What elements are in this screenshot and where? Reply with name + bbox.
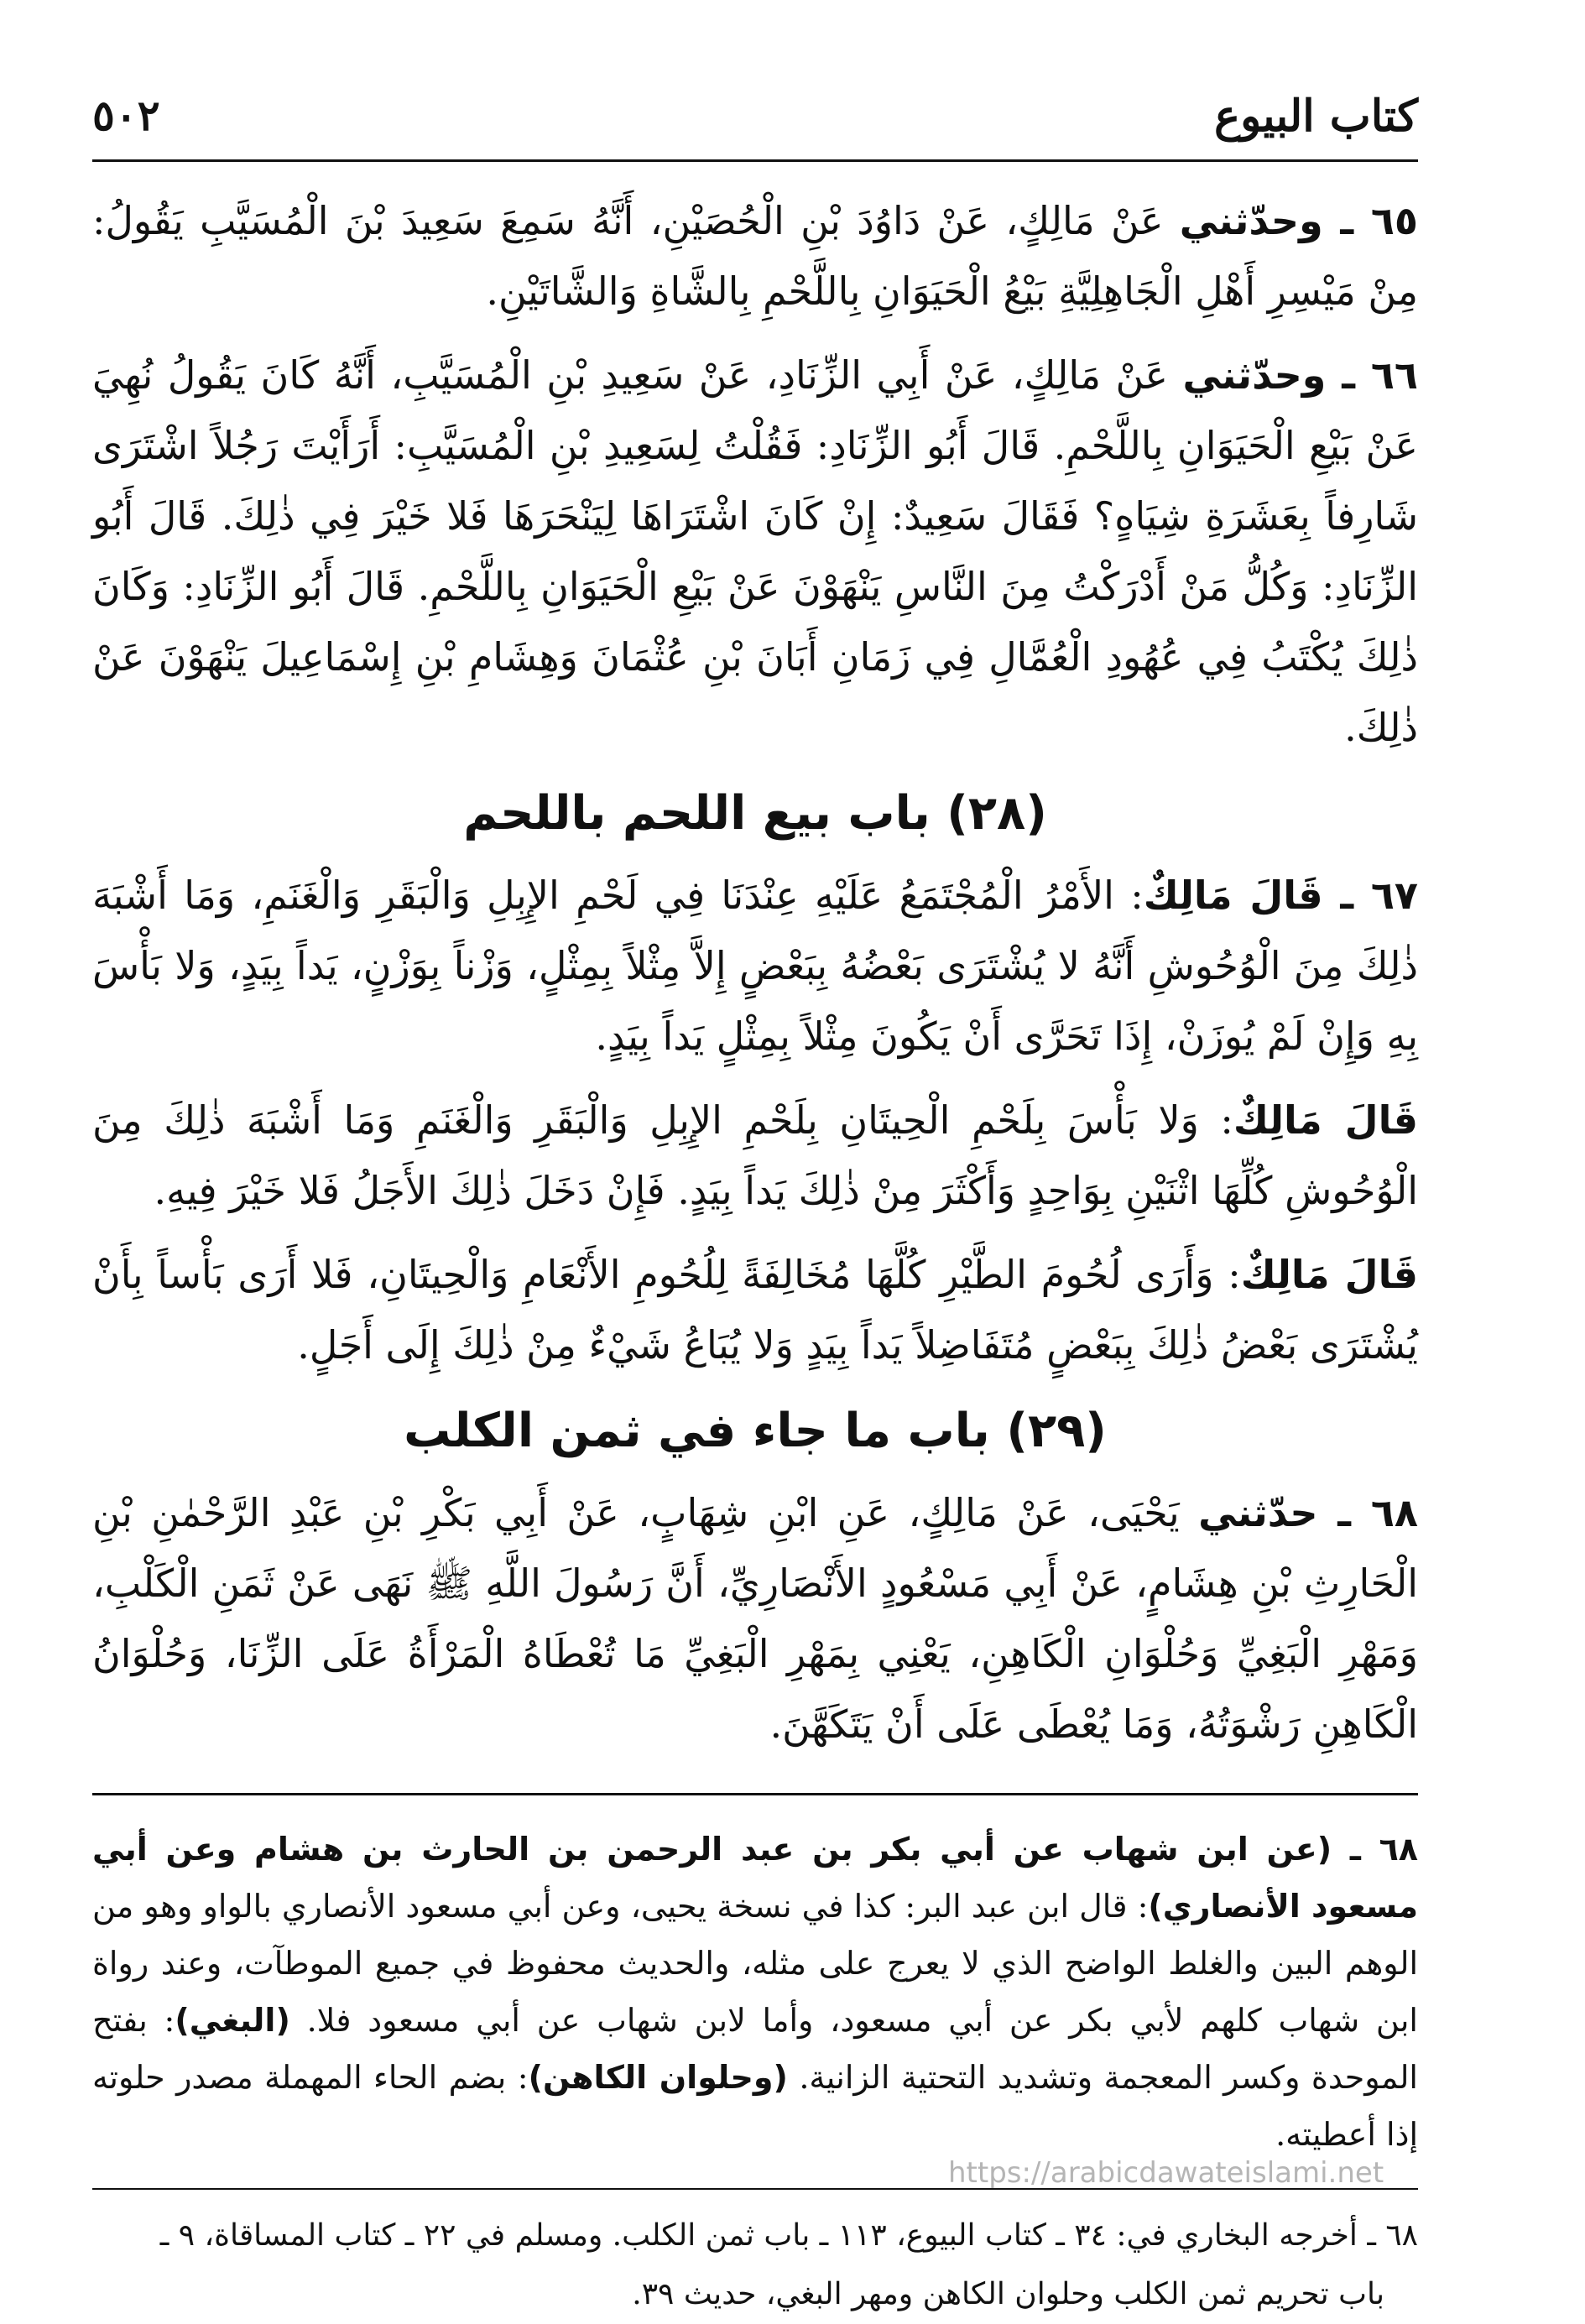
page-number: ٥٠٢: [92, 91, 160, 140]
malik-statement-2: [92, 1239, 1418, 1380]
main-text: [92, 185, 1418, 1759]
commentary-text-3: : بضم الحاء المهملة مصدر حلوته إذا أعطيته.: [92, 2059, 1418, 2153]
watermark-url: https://arabicdawateislami.net: [948, 2156, 1384, 2190]
hadith-65-text: عَنْ مَالِكٍ، عَنْ دَاوُدَ بْنِ الْحُصَيْنِ، أَنَّهُ سَمِعَ سَعِيدَ بْنَ الْمُسَيَّبِ يَقُولُ: مِنْ مَيْسِرِ أَهْلِ الْجَاهِلِيَّةِ بَيْعُ الْحَيَوَانِ بِاللَّحْمِ بِالشَّاةِ وَالشَّاتَيْنِ.: [92, 198, 1418, 314]
hadith-67: [92, 860, 1418, 1071]
footnote-line-1: ٦٨ ـ أخرجه البخاري في: ٣٤ ـ كتاب البيوع، ١١٣ ـ باب ثمن الكلب. ومسلم في ٢٢ ـ كتاب المساقاة، ٩ ـ: [159, 2218, 1418, 2253]
commentary-separator: [92, 1793, 1418, 1795]
commentary-paragraph: [92, 1821, 1418, 2163]
footnote-line-2: باب تحريم ثمن الكلب وحلوان الكاهن ومهر البغي، حديث ٣٩.: [632, 2277, 1384, 2311]
hadith-68: [92, 1477, 1418, 1759]
commentary-text-1: : قال ابن عبد البر: كذا في نسخة يحيى، وعن أبي مسعود الأنصاري بالواو وهو من الوهم البين والغلط الواضح الذي لا يعرج على مثله، والحديث محفوظ في جميع الموطآت، وعند رواة ابن شهاب كلهم لأبي بكر عن أبي مسعود، وأما لابن شهاب عن أبي مسعود فلا.: [92, 1888, 1418, 2039]
hadith-68-lead: ٦٨ ـ حدّثني: [1198, 1490, 1418, 1535]
page: [92, 84, 1418, 2311]
malik-statement-2-lead: قَالَ مَالِكٌ: [1240, 1252, 1418, 1297]
commentary-lead-1: ٦٨ ـ (عن ابن شهاب عن أبي بكر بن عبد الرحمن بن الحارث بن هشام وعن أبي مسعود الأنصاري): [92, 1831, 1418, 1925]
hadith-66: [92, 340, 1418, 763]
malik-statement-1-lead: قَالَ مَالِكٌ: [1233, 1097, 1418, 1143]
commentary-text-2: : بفتح الموحدة وكسر المعجمة وتشديد التحتية الزانية.: [92, 2002, 1418, 2096]
malik-statement-1: [92, 1085, 1418, 1226]
chapter-28-heading: (٢٨) باب بيع اللحم باللحم: [463, 786, 1047, 841]
chapter-29-heading: (٢٩) باب ما جاء في ثمن الكلب: [404, 1404, 1107, 1458]
commentary-lead-3: (وحلوان الكاهن): [528, 2059, 788, 2096]
book-title: كتاب البيوع: [1214, 91, 1418, 142]
hadith-67-lead: ٦٧ ـ قَالَ مَالِكٌ: [1143, 873, 1418, 918]
running-header: [92, 84, 1418, 162]
malik-statement-2-text: : وَأَرَى لُحُومَ الطَّيْرِ كُلَّهَا مُخَالِفَةً لِلُحُومِ الأَنْعَامِ وَالْحِيتَانِ، فَلا أَرَى بَأْساً بِأَنْ يُشْتَرَى بَعْضُ ذٰلِكَ بِبَعْضٍ مُتَفَاضِلاً يَداً بِيَدٍ وَلا يُبَاعُ شَيْءٌ مِنْ ذٰلِكَ إِلَى أَجَلٍ.: [92, 1252, 1418, 1368]
commentary: [92, 1821, 1418, 2163]
commentary-lead-2: (البغي): [175, 2002, 290, 2039]
hadith-65-lead: ٦٥ ـ وحدّثني: [1179, 198, 1418, 243]
malik-statement-1-text: : وَلا بَأْسَ بِلَحْمِ الْحِيتَانِ بِلَحْمِ الإِبِلِ وَالْبَقَرِ وَالْغَنَمِ وَمَا أَشْبَهَ ذٰلِكَ مِنَ الْوُحُوشِ كُلِّهَا اثْنَيْنِ بِوَاحِدٍ وَأَكْثَرَ مِنْ ذٰلِكَ يَداً بِيَدٍ. فَإِنْ دَخَلَ ذٰلِكَ الأَجَلُ فَلا خَيْرَ فِيهِ.: [92, 1097, 1418, 1213]
hadith-65: [92, 185, 1418, 326]
hadith-68-text: يَحْيَى، عَنْ مَالِكٍ، عَنِ ابْنِ شِهَابٍ، عَنْ أَبِي بَكْرِ بْنِ عَبْدِ الرَّحْمٰنِ بْنِ الْحَارِثِ بْنِ هِشَامٍ، عَنْ أَبِي مَسْعُودٍ الأَنْصَارِيِّ، أَنَّ رَسُولَ اللَّهِ ﷺ نَهَى عَنْ ثَمَنِ الْكَلْبِ، وَمَهْرِ الْبَغِيِّ وَحُلْوَانِ الْكَاهِنِ، يَعْنِي بِمَهْرِ الْبَغِيِّ مَا تُعْطَاهُ الْمَرْأَةُ عَلَى الزِّنَا، وَحُلْوَانُ الْكَاهِنِ رَشْوَتُهُ، وَمَا يُعْطَى عَلَى أَنْ يَتَكَهَّنَ.: [92, 1490, 1418, 1747]
hadith-66-text: عَنْ مَالِكٍ، عَنْ أَبِي الزِّنَادِ، عَنْ سَعِيدِ بْنِ الْمُسَيَّبِ، أَنَّهُ كَانَ يَقُولُ نُهِيَ عَنْ بَيْعِ الْحَيَوَانِ بِاللَّحْمِ. قَالَ أَبُو الزِّنَادِ: فَقُلْتُ لِسَعِيدِ بْنِ الْمُسَيَّبِ: أَرَأَيْتَ رَجُلاً اشْتَرَى شَارِفاً بِعَشَرَةِ شِيَاهٍ؟ فَقَالَ سَعِيدٌ: إِنْ كَانَ اشْتَرَاهَا لِيَنْحَرَهَا فَلا خَيْرَ فِي ذٰلِكَ. قَالَ أَبُو الزِّنَادِ: وَكُلُّ مَنْ أَدْرَكْتُ مِنَ النَّاسِ يَنْهَوْنَ عَنْ بَيْعِ الْحَيَوَانِ بِاللَّحْمِ. قَالَ أَبُو الزِّنَادِ: وَكَانَ ذٰلِكَ يُكْتَبُ فِي عُهُودِ الْعُمَّالِ فِي زَمَانِ أَبَانَ بْنِ عُثْمَانَ وَهِشَامِ بْنِ إِسْمَاعِيلَ يَنْهَوْنَ عَنْ ذٰلِكَ.: [92, 352, 1418, 750]
hadith-67-text: : الأَمْرُ الْمُجْتَمَعُ عَلَيْهِ عِنْدَنَا فِي لَحْمِ الإِبِلِ وَالْبَقَرِ وَالْغَنَمِ، وَمَا أَشْبَهَ ذٰلِكَ مِنَ الْوُحُوشِ أَنَّهُ لا يُشْتَرَى بَعْضُهُ بِبَعْضٍ إِلاَّ مِثْلاً بِمِثْلٍ، وَزْناً بِوَزْنٍ، يَداً بِيَدٍ، وَلا بَأْسَ بِهِ وَإِنْ لَمْ يُوزَنْ، إِذَا تَحَرَّى أَنْ يَكُونَ مِثْلاً بِمِثْلٍ يَداً بِيَدٍ.: [92, 873, 1418, 1059]
hadith-66-lead: ٦٦ ـ وحدّثني: [1182, 352, 1418, 398]
